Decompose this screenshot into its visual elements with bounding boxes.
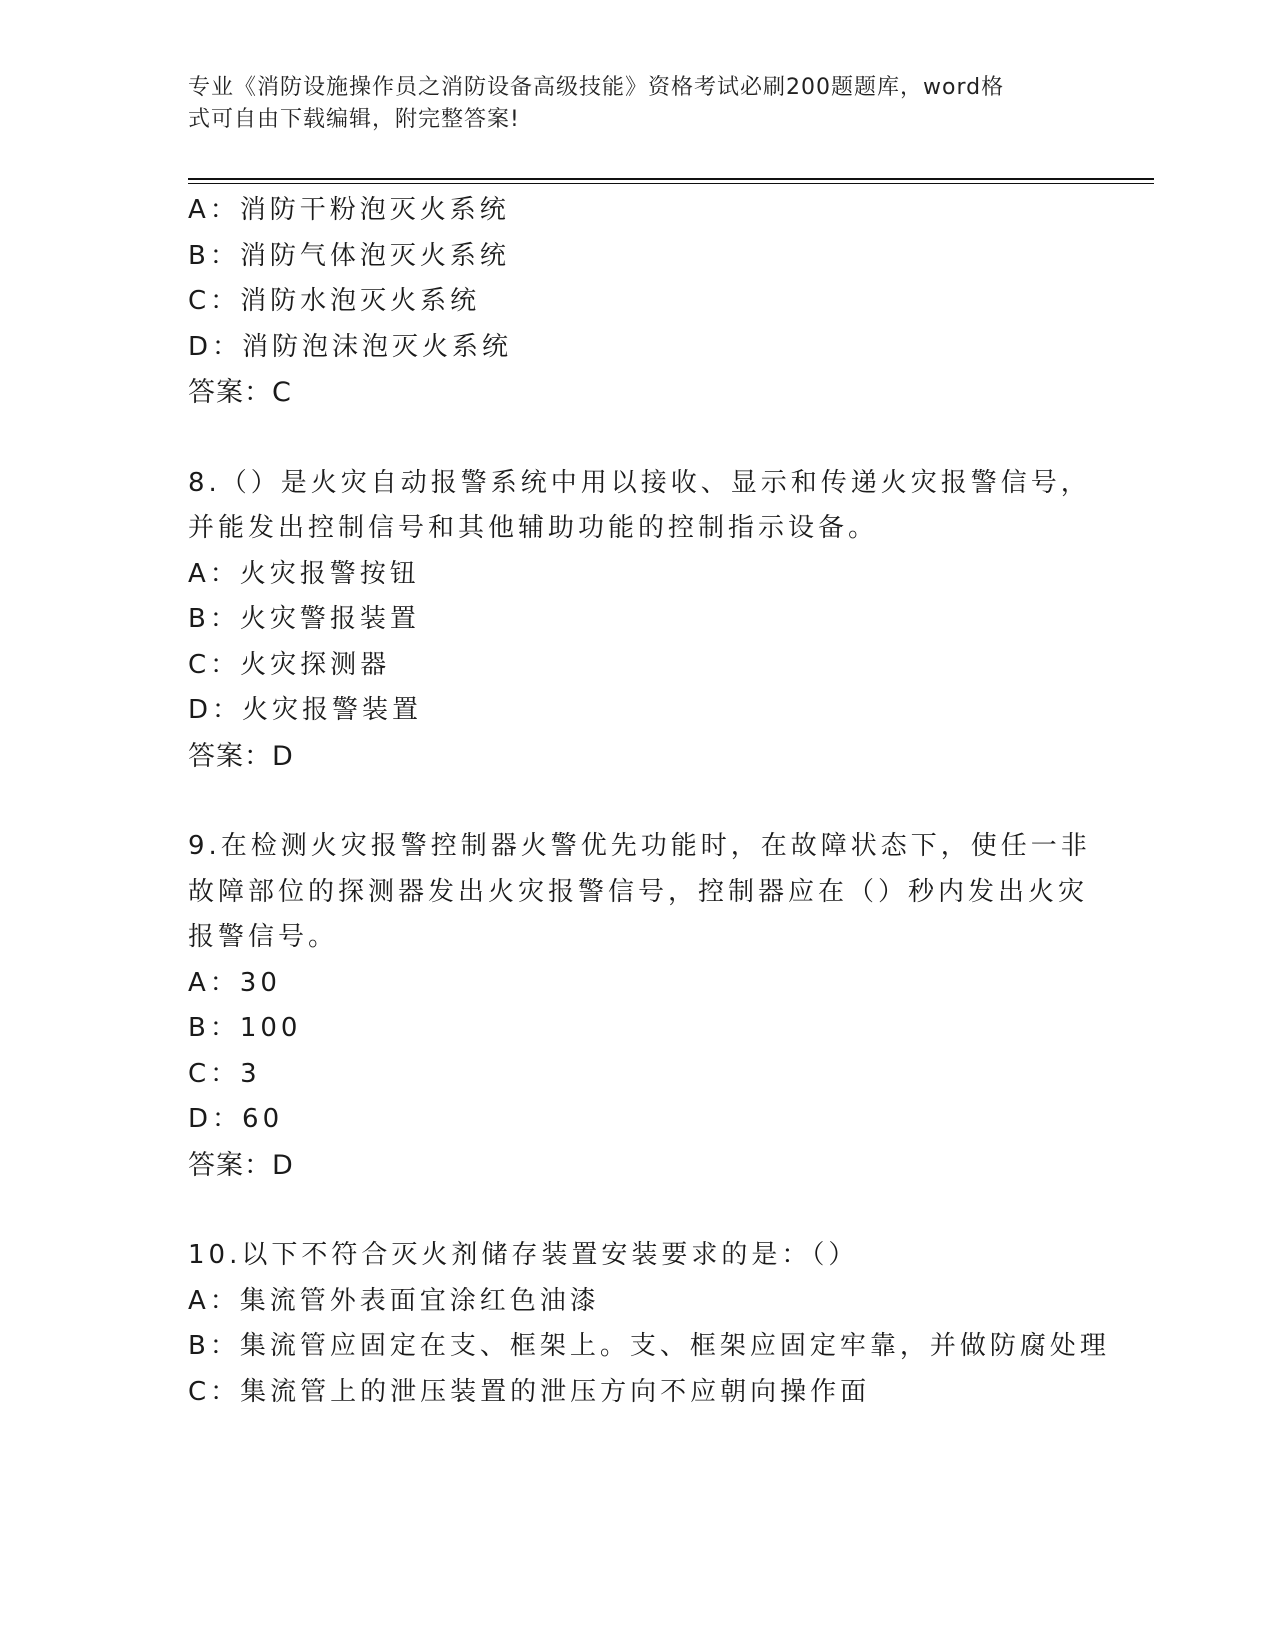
answer-line: 答案：C: [188, 377, 292, 408]
option-b: B：集流管应固定在支、框架上。支、框架应固定牢靠，并做防腐处理: [188, 1331, 1110, 1361]
answer-line: 答案：D: [188, 740, 294, 772]
option-a: A：30: [188, 967, 281, 998]
header-rule-thick: [188, 178, 1154, 180]
option-a: A：消防干粉泡灭火系统: [188, 195, 510, 225]
option-c: C：3: [188, 1058, 261, 1089]
question-stem: 故障部位的探测器发出火灾报警信号，控制器应在（）秒内发出火灾: [188, 876, 1089, 907]
option-b: B：消防气体泡灭火系统: [188, 240, 510, 271]
question-stem: 并能发出控制信号和其他辅助功能的控制指示设备。: [188, 513, 879, 543]
header-rule-thin: [188, 183, 1154, 184]
option-c: C：火灾探测器: [188, 649, 391, 680]
question-stem: 10.以下不符合灭火剂储存装置安装要求的是：（）: [188, 1240, 859, 1270]
question-stem: 8.（）是火灾自动报警系统中用以接收、显示和传递火灾报警信号，: [188, 467, 1091, 498]
header-line-1: 专业《消防设施操作员之消防设备高级技能》资格考试必刷200题题库，word格: [188, 75, 1005, 100]
question-8: [188, 461, 1091, 780]
question-stem: 报警信号。: [188, 922, 339, 952]
option-c: C：集流管上的泄压装置的泄压方向不应朝向操作面: [188, 1376, 871, 1407]
option-a: A：火灾报警按钮: [188, 558, 420, 589]
answer-line: 答案：D: [188, 1149, 294, 1181]
question-list: [188, 188, 1110, 1415]
spacer: [188, 779, 1088, 824]
option-a: A：集流管外表面宜涂红色油漆: [188, 1285, 600, 1316]
option-c: C：消防水泡灭火系统: [188, 286, 481, 316]
option-d: D：火灾报警装置: [188, 695, 423, 725]
option-d: D：消防泡沫泡灭火系统: [188, 331, 513, 362]
option-d: D：60: [188, 1104, 284, 1134]
header-line-2: 式可自由下载编辑，附完整答案!: [188, 107, 520, 132]
option-b: B：100: [188, 1013, 302, 1043]
question-stem: 9.在检测火灾报警控制器火警优先功能时，在故障状态下，使任一非: [188, 831, 1091, 861]
question-7: [188, 188, 1088, 416]
question-9: [188, 824, 1091, 1188]
spacer: [188, 1188, 1088, 1233]
document-header: [188, 72, 1068, 136]
spacer: [188, 416, 1088, 461]
question-10: [188, 1233, 1110, 1415]
option-b: B：火灾警报装置: [188, 604, 420, 634]
